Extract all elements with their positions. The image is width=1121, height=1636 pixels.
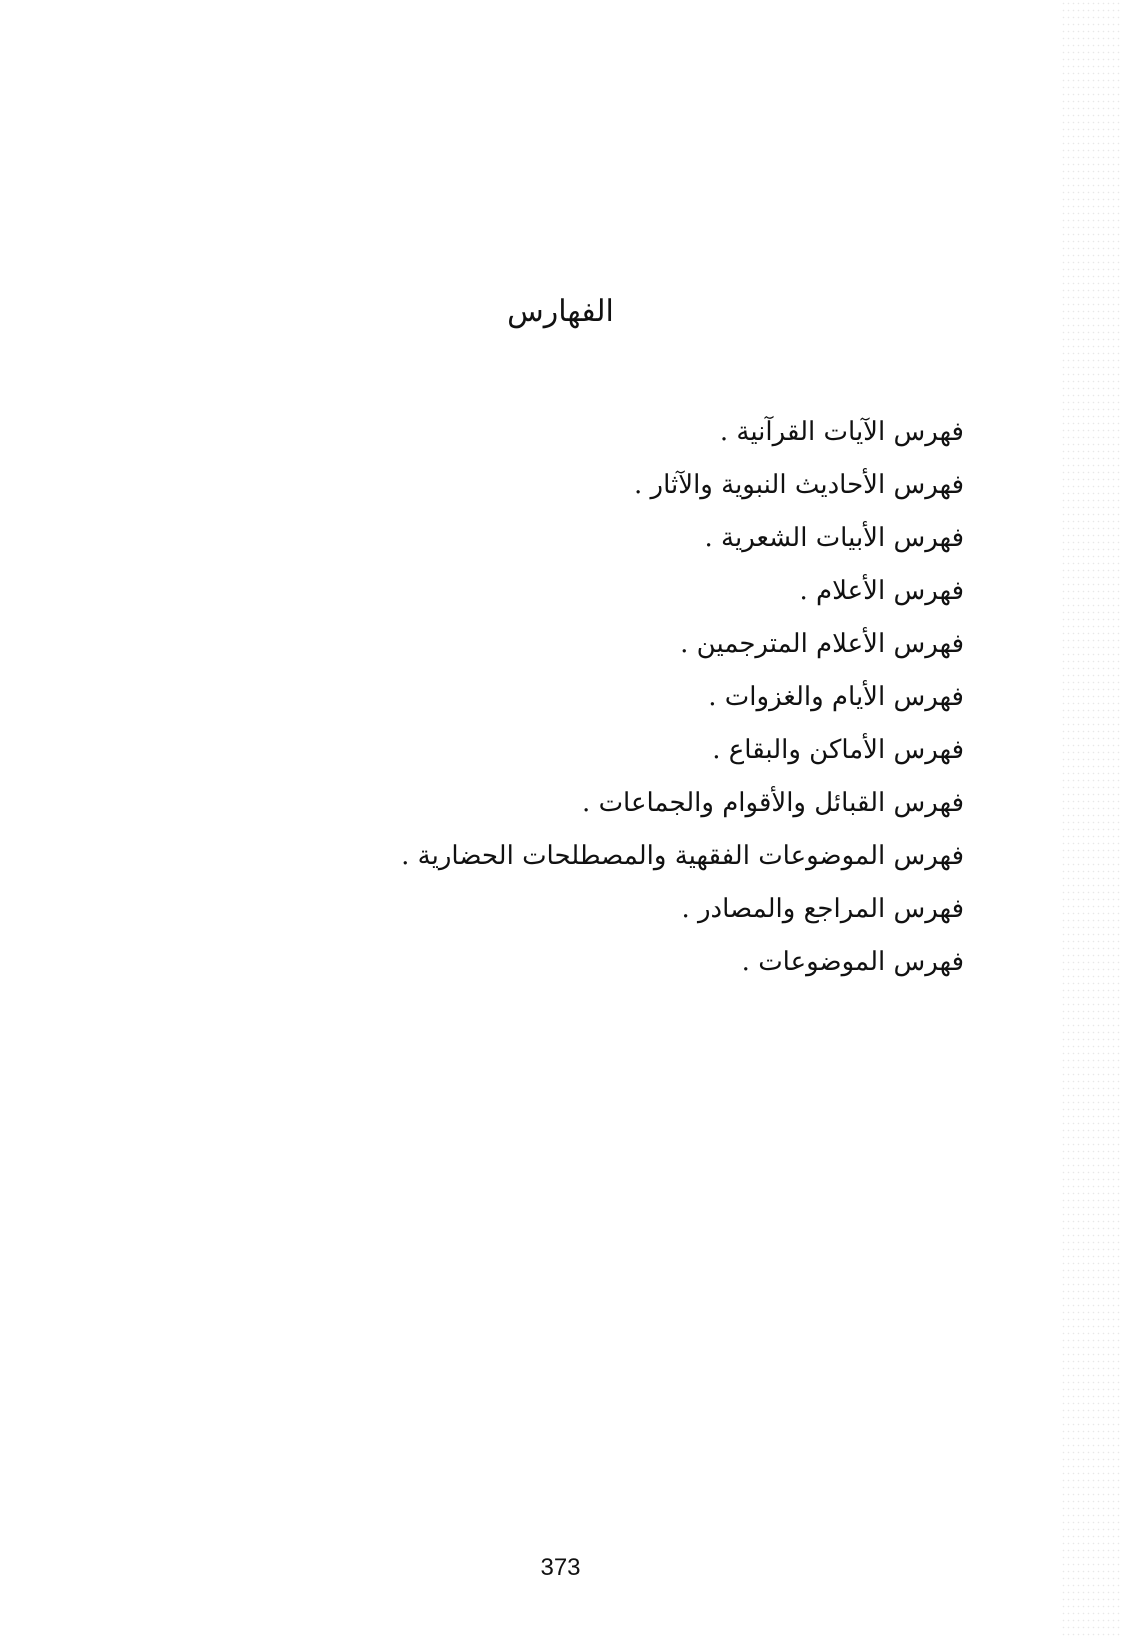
page-number: 373: [540, 1554, 581, 1581]
page-edge-scan-noise: [1061, 0, 1121, 1636]
index-entry: فهرس الأماكن والبقاع .: [712, 735, 964, 765]
page-title: الفهارس: [507, 294, 614, 329]
index-entry: فهرس القبائل والأقوام والجماعات .: [582, 788, 964, 818]
index-entry: فهرس الأبيات الشعرية .: [704, 523, 964, 553]
index-entry: فهرس الأحاديث النبوية والآثار .: [634, 470, 964, 500]
index-entry: فهرس الموضوعات .: [741, 947, 964, 977]
index-entry: فهرس المراجع والمصادر .: [681, 894, 964, 924]
index-entry: فهرس الموضوعات الفقهية والمصطلحات الحضارية .: [401, 841, 964, 871]
index-entry: فهرس الأعلام .: [799, 576, 964, 606]
index-entry: فهرس الأعلام المترجمين .: [680, 629, 964, 659]
index-entry: فهرس الأيام والغزوات .: [708, 682, 964, 712]
index-list: [401, 406, 964, 989]
index-entry: فهرس الآيات القرآنية .: [719, 417, 964, 447]
